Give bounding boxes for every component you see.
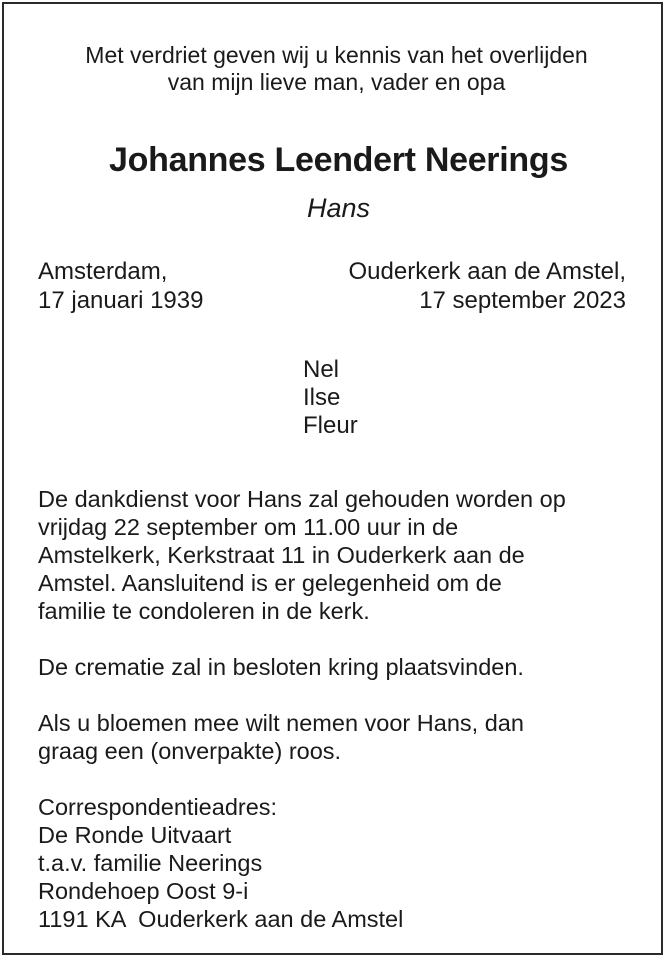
address-line: Rondehoep Oost 9-i bbox=[38, 878, 249, 904]
family-member: Fleur bbox=[303, 412, 358, 439]
announcement-body bbox=[38, 485, 648, 961]
flowers-paragraph bbox=[38, 709, 648, 765]
intro-text bbox=[4, 42, 669, 96]
intro-line: Met verdriet geven wij u kennis van het overlijden bbox=[85, 42, 588, 68]
cremation-line: De crematie zal in besloten kring plaatsvinden. bbox=[38, 654, 524, 680]
deceased-name: Johannes Leendert Neerings bbox=[109, 141, 568, 179]
family-list bbox=[303, 356, 358, 440]
service-paragraph bbox=[38, 485, 648, 625]
announcement-card bbox=[2, 2, 663, 955]
flowers-line: Als u bloemen mee wilt nemen voor Hans, dan bbox=[38, 710, 524, 736]
deceased-nickname: Hans bbox=[306, 193, 371, 223]
flowers-line: graag een (onverpakte) roos. bbox=[38, 738, 342, 764]
address-line: De Ronde Uitvaart bbox=[38, 822, 232, 848]
address-line: 1191 KA Ouderkerk aan de Amstel bbox=[38, 906, 404, 932]
service-line: De dankdienst voor Hans zal gehouden worden op bbox=[38, 486, 566, 512]
family-member: Nel bbox=[303, 356, 340, 383]
birth-place: Amsterdam, bbox=[38, 258, 168, 285]
service-line: vrijdag 22 september om 11.00 uur in de bbox=[38, 514, 459, 540]
correspondence-label: Correspondentieadres: bbox=[38, 794, 278, 820]
death-info bbox=[349, 257, 626, 315]
cremation-paragraph bbox=[38, 653, 648, 681]
birth-info bbox=[38, 257, 203, 315]
correspondence-address bbox=[38, 793, 648, 933]
service-line: Amstel. Aansluitend is er gelegenheid om de bbox=[38, 570, 502, 596]
death-date: 17 september 2023 bbox=[419, 287, 626, 314]
family-member: Ilse bbox=[303, 384, 341, 411]
address-line: t.a.v. familie Neerings bbox=[38, 850, 263, 876]
death-place: Ouderkerk aan de Amstel, bbox=[348, 258, 626, 285]
intro-line: van mijn lieve man, vader en opa bbox=[167, 69, 506, 95]
birth-date: 17 januari 1939 bbox=[38, 287, 204, 314]
service-line: familie te condoleren in de kerk. bbox=[38, 598, 370, 624]
service-line: Amstelkerk, Kerkstraat 11 in Ouderkerk aan de bbox=[38, 542, 525, 568]
